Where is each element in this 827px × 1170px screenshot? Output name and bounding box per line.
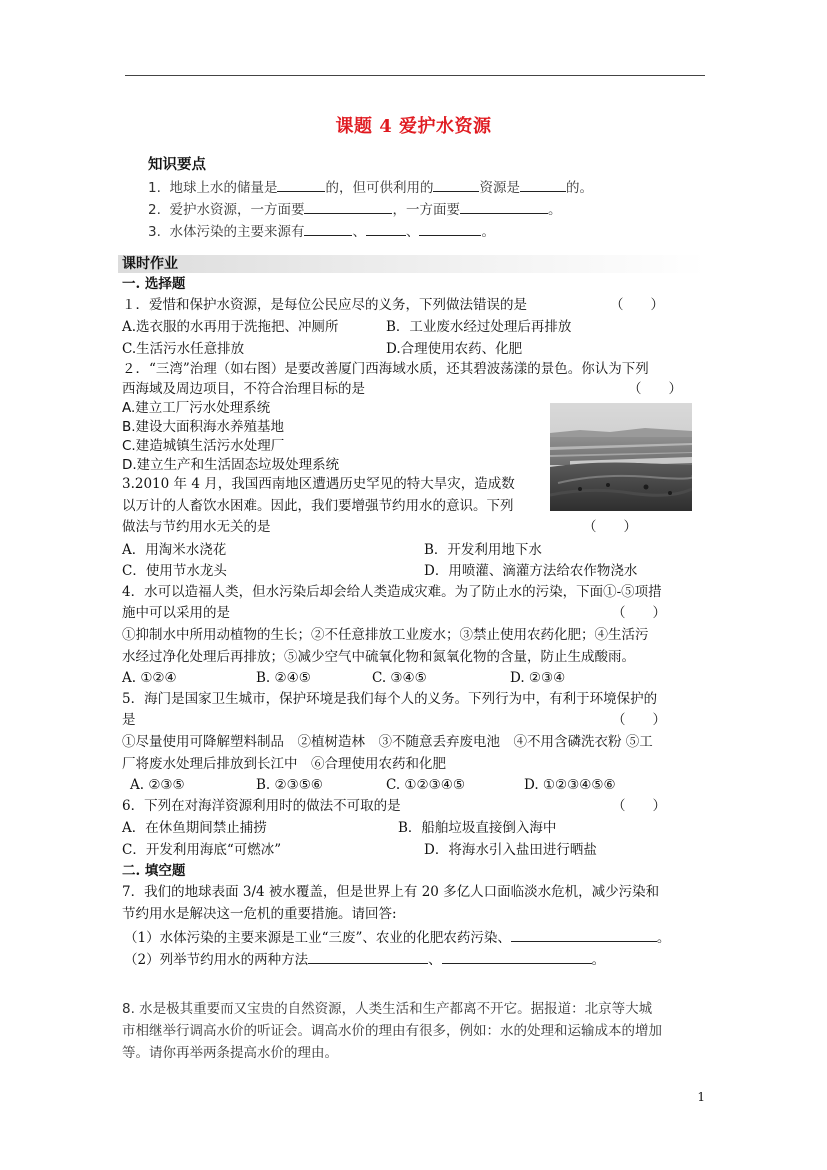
homework-band bbox=[118, 255, 706, 273]
q5-stem-line2: 是 bbox=[122, 712, 136, 728]
knowledge-item-2: 2. 爱护水资源，一方面要 ，一方面要 。 bbox=[148, 202, 562, 218]
bay-photo bbox=[550, 403, 692, 511]
q4-option-b: B. ②④⑤ bbox=[256, 670, 311, 686]
q5-body-line2: 厂将废水处理后排放到长江中 ⑥合理使用农药和化肥 bbox=[122, 756, 446, 772]
q5-option-c: C. ①②③④⑤ bbox=[386, 777, 465, 793]
q4-stem-line2: 施中可以采用的是 bbox=[122, 605, 230, 621]
q8-line1: 8. 水是极其重要而又宝贵的自然资源，人类生活和生产都离不开它。据报道：北京等大城 bbox=[122, 1001, 653, 1017]
homework-heading: 课时作业 bbox=[122, 256, 178, 272]
q8-line2: 市相继举行调高水价的听证会。调高水价的理由有很多，例如：水的处理和运输成本的增加 bbox=[122, 1023, 662, 1039]
q5-body-line1: ①尽量使用可降解塑料制品 ②植树造林 ③不随意丢弃废电池 ④不用含磷洗衣粉 ⑤工 bbox=[122, 734, 653, 750]
q2-stem-line2: 西海域及周边项目，不符合治理目标的是 bbox=[122, 381, 365, 397]
q6-option-d: D．将海水引入盐田进行晒盐 bbox=[424, 842, 597, 858]
page-title: 课题 4 爱护水资源 bbox=[335, 116, 492, 137]
q6-option-b: B．船舶垃圾直接倒入海中 bbox=[398, 820, 557, 836]
q2-option-d: D.建立生产和生活固态垃圾处理系统 bbox=[122, 457, 340, 473]
q7-stem-line1: 7．我们的地球表面 3/4 被水覆盖，但是世界上有 20 多亿人口面临淡水危机，减少污染和 bbox=[122, 884, 660, 900]
q3-option-a: A．用淘米水浇花 bbox=[122, 542, 227, 558]
q4-answer-paren: （ ） bbox=[612, 605, 666, 621]
knowledge-item-1: 1. 地球上水的储量是 的，但可供利用的 资源是 的。 bbox=[148, 180, 593, 196]
q4-option-c: C. ③④⑤ bbox=[372, 670, 427, 686]
header-rule bbox=[125, 75, 705, 76]
knowledge-heading: 知识要点 bbox=[148, 157, 206, 173]
section-fill-heading: 二. 填空题 bbox=[122, 863, 186, 879]
q6-option-c: C．开发利用海底“可燃冰” bbox=[122, 842, 282, 858]
q4-option-a: A. ①②④ bbox=[122, 670, 177, 686]
q3-option-d: D．用喷灌、滴灌方法给农作物浇水 bbox=[424, 563, 638, 579]
q5-option-a: A. ②③⑤ bbox=[130, 777, 185, 793]
q5-option-b: B. ②③⑤⑥ bbox=[256, 777, 323, 793]
section-choice-heading: 一. 选择题 bbox=[122, 276, 186, 292]
q1-stem: １．爱惜和保护水资源，是每位公民应尽的义务，下列做法错误的是 bbox=[122, 297, 527, 313]
q2-stem-line1: ２．“三湾”治理（如右图）是要改善厦门西海域水质，还其碧波荡漾的景色。你认为下列 bbox=[122, 361, 649, 377]
q2-option-b: B.建设大面积海水养殖基地 bbox=[122, 419, 285, 435]
q2-answer-paren: （ ） bbox=[628, 381, 682, 397]
page-number: 1 bbox=[697, 1090, 705, 1104]
q4-stem-line1: 4．水可以造福人类，但水污染后却会给人类造成灾难。为了防止水的污染，下面①-⑤项措 bbox=[122, 584, 662, 600]
q3-option-c: C．使用节水龙头 bbox=[122, 563, 227, 579]
q4-body-line1: ①抑制水中所用动植物的生长；②不任意排放工业废水；③禁止使用农药化肥；④生活污 bbox=[122, 627, 649, 643]
q4-option-d: D. ②③④ bbox=[510, 670, 566, 686]
q8-line3: 等。请你再举两条提高水价的理由。 bbox=[122, 1045, 338, 1061]
q6-stem: 6．下列在对海洋资源利用时的做法不可取的是 bbox=[122, 798, 401, 814]
q7-sub2: （2）列举节约用水的两种方法 、 。 bbox=[124, 952, 606, 968]
q6-option-a: A．在休鱼期间禁止捕捞 bbox=[122, 820, 267, 836]
q6-answer-paren: （ ） bbox=[612, 798, 666, 814]
q1-option-d: D.合理使用农药、化肥 bbox=[386, 341, 523, 357]
q3-answer-paren: （ ） bbox=[583, 519, 637, 535]
q1-option-b: B．工业废水经过处理后再排放 bbox=[386, 319, 572, 335]
q1-answer-paren: （ ） bbox=[610, 297, 664, 313]
q5-stem-line1: 5．海门是国家卫生城市，保护环境是我们每个人的义务。下列行为中，有利于环境保护的 bbox=[122, 691, 658, 707]
q1-option-c: C.生活污水任意排放 bbox=[122, 341, 245, 357]
knowledge-item-3: 3. 水体污染的主要来源有 、 、 。 bbox=[148, 224, 495, 240]
q3-option-b: B．开发利用地下水 bbox=[424, 542, 542, 558]
q1-option-a: A.选衣服的水再用于洗拖把、冲厕所 bbox=[122, 319, 339, 335]
q5-answer-paren: （ ） bbox=[612, 712, 666, 728]
q2-option-c: C.建造城镇生活污水处理厂 bbox=[122, 438, 285, 454]
q5-option-d: D. ①②③④⑤⑥ bbox=[524, 777, 616, 793]
q4-body-line2: 水经过净化处理后再排放；⑤减少空气中硫氧化物和氮氧化物的含量，防止生成酸雨。 bbox=[122, 649, 635, 665]
q3-stem-line2: 以万计的人畜饮水困难。因此，我们要增强节约用水的意识。下列 bbox=[122, 498, 514, 514]
q3-stem-line3: 做法与节约用水无关的是 bbox=[122, 519, 271, 535]
q3-stem-line1: 3.2010 年 4 月，我国西南地区遭遇历史罕见的特大旱灾，造成数 bbox=[122, 476, 515, 492]
q2-option-a: A.建立工厂污水处理系统 bbox=[122, 400, 271, 416]
q7-stem-line2: 节约用水是解决这一危机的重要措施。请回答: bbox=[122, 906, 397, 922]
q7-sub1: （1）水体污染的主要来源是工业“三废”、农业的化肥农药污染、 。 bbox=[124, 930, 671, 946]
